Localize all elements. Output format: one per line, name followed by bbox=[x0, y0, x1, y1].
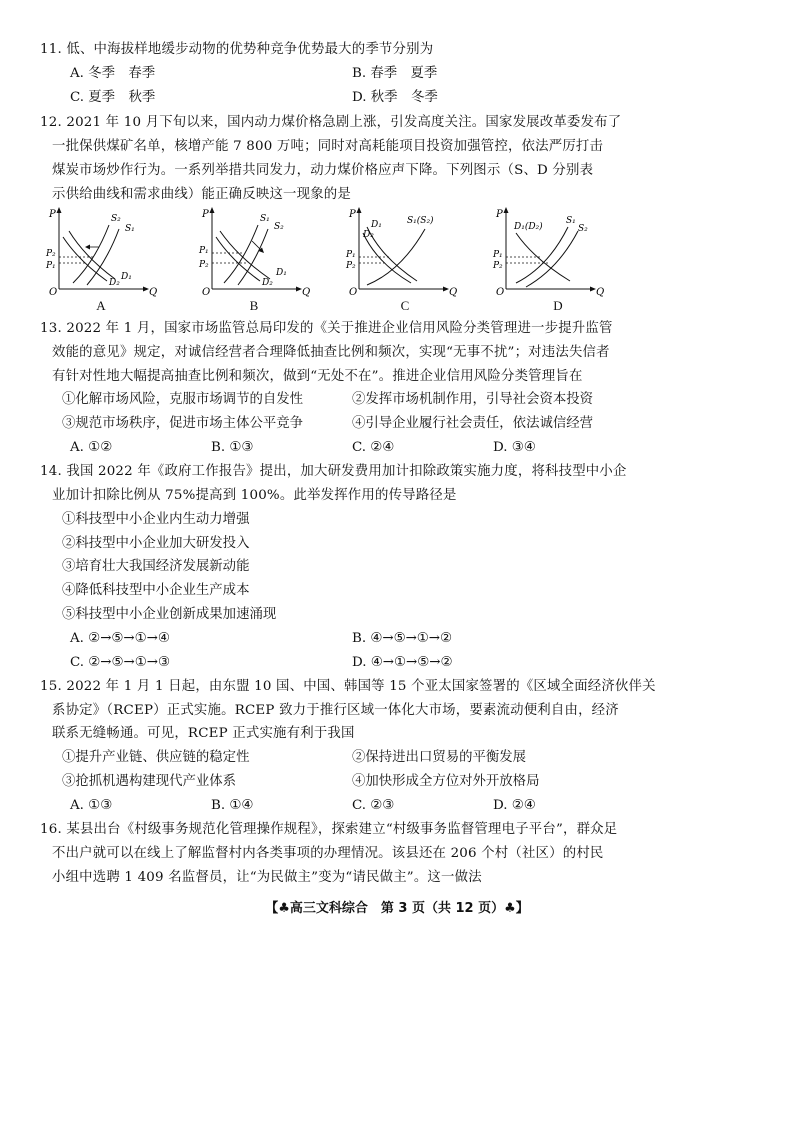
graph-b-d-bot: D₁ bbox=[276, 268, 287, 278]
q13-item-4: ④引导企业履行社会责任，依法诚信经营 bbox=[352, 416, 594, 431]
q14-item-1: ①科技型中小企业内生动力增强 bbox=[62, 512, 250, 527]
q14-option-a: A. ②→⑤→①→④ bbox=[70, 631, 170, 646]
q13-option-c: C. ②④ bbox=[352, 440, 395, 455]
axis-p-label: P bbox=[49, 209, 56, 220]
q14-option-c: C. ②→⑤→①→③ bbox=[70, 655, 170, 670]
axis-q-label: Q bbox=[596, 287, 605, 298]
graph-a-d-top: D₂ bbox=[109, 278, 120, 288]
q11-option-a: A. 冬季 春季 bbox=[70, 66, 156, 81]
q12-line-4: 示供给曲线和需求曲线）能正确反映这一现象的是 bbox=[52, 187, 351, 202]
q14-option-d: D. ④→①→⑤→② bbox=[352, 655, 453, 670]
q14-item-4: ④降低科技型中小企业生产成本 bbox=[62, 583, 250, 598]
q11-option-d: D. 秋季 冬季 bbox=[352, 90, 438, 105]
q11-option-b: B. 春季 夏季 bbox=[352, 66, 438, 81]
origin-label: O bbox=[349, 287, 358, 298]
page-footer: 【♣高三文科综合 第 3 页（共 12 页）♣】 bbox=[265, 901, 529, 916]
q14-option-b: B. ④→⑤→①→② bbox=[352, 631, 453, 646]
q13-item-1: ①化解市场风险，克服市场调节的自发性 bbox=[62, 392, 304, 407]
q15-option-c: C. ②③ bbox=[352, 798, 395, 813]
graph-d-p-bot: P₂ bbox=[493, 261, 503, 271]
graph-c bbox=[345, 205, 465, 297]
axis-p-label: P bbox=[496, 209, 503, 220]
graph-c-label: C bbox=[400, 298, 410, 313]
graph-d bbox=[492, 205, 612, 297]
graph-a-s-top: S₂ bbox=[111, 214, 121, 224]
q13-line-3: 有针对性地大幅提高抽查比例和频次，做到“无处不在”。推进企业信用风险分类管理旨在 bbox=[52, 369, 583, 384]
graph-c-p-bot: P₂ bbox=[346, 261, 356, 271]
origin-label: O bbox=[49, 287, 58, 298]
graph-a-d-bot: D₁ bbox=[121, 272, 132, 282]
q15-line-2: 系协定》（RCEP）正式实施。RCEP 致力于推行区域一体化大市场，要素流动便利自由，经济 bbox=[52, 703, 619, 718]
axis-q-label: Q bbox=[149, 287, 158, 298]
graph-d-d-top: D₁(D₂) bbox=[514, 222, 543, 232]
graph-d-label: D bbox=[553, 298, 563, 313]
origin-label: O bbox=[202, 287, 211, 298]
graph-a-s-bot: S₁ bbox=[125, 224, 135, 234]
q14-line-1: 14. 我国 2022 年《政府工作报告》提出，加大研发费用加计扣除政策实施力度，将科技型中小企 bbox=[40, 464, 627, 479]
q13-line-1: 13. 2022 年 1 月，国家市场监管总局印发的《关于推进企业信用风险分类管理进一步提升监管 bbox=[40, 321, 613, 336]
graph-a-p-bot: P₁ bbox=[46, 261, 56, 271]
q14-item-3: ③培育壮大我国经济发展新动能 bbox=[62, 559, 250, 574]
axis-q-label: Q bbox=[449, 287, 458, 298]
q14-line-2: 业加计扣除比例从 75%提高到 100%。此举发挥作用的传导路径是 bbox=[52, 488, 457, 503]
q11-stem: 11. 低、中海拔样地缓步动物的优势种竞争优势最大的季节分别为 bbox=[40, 42, 434, 57]
graph-b-s-top: S₁ bbox=[260, 214, 270, 224]
graph-b bbox=[198, 205, 318, 297]
q13-item-3: ③规范市场秩序，促进市场主体公平竞争 bbox=[62, 416, 304, 431]
q15-option-d: D. ②④ bbox=[493, 798, 536, 813]
q12-line-1: 12. 2021 年 10 月下旬以来，国内动力煤价格急剧上涨，引发高度关注。国家发展改革委发布了 bbox=[40, 115, 622, 130]
axis-p-label: P bbox=[349, 209, 356, 220]
q13-option-d: D. ③④ bbox=[493, 440, 536, 455]
q13-line-2: 效能的意见》规定，对诚信经营者合理降低抽查比例和频次，实现“无事不扰”；对违法失信者 bbox=[52, 345, 610, 360]
q16-line-2: 不出户就可以在线上了解监督村内各类事项的办理情况。该县还在 206 个村（社区）的村民 bbox=[52, 846, 604, 861]
graph-d-p-top: P₁ bbox=[493, 250, 503, 260]
q15-option-b: B. ①④ bbox=[211, 798, 254, 813]
q13-option-b: B. ①③ bbox=[211, 440, 254, 455]
graph-d-s-top: S₁ bbox=[566, 216, 576, 226]
graph-c-p-top: P₁ bbox=[346, 250, 356, 260]
q13-item-2: ②发挥市场机制作用，引导社会资本投资 bbox=[352, 392, 594, 407]
axis-p-label: P bbox=[202, 209, 209, 220]
graph-a-p-top: P₂ bbox=[46, 249, 56, 259]
graph-b-p-top: P₁ bbox=[199, 246, 209, 256]
q15-line-1: 15. 2022 年 1 月 1 日起，由东盟 10 国、中国、韩国等 15 个亚太国家签署的《区域全面经济伙伴关 bbox=[40, 679, 656, 694]
q15-item-3: ③抢抓机遇构建现代产业体系 bbox=[62, 774, 237, 789]
q12-line-3: 煤炭市场炒作行为。一系列举措共同发力，动力煤价格应声下降。下列图示（S、D 分别表 bbox=[52, 163, 594, 178]
q13-option-a: A. ①② bbox=[70, 440, 113, 455]
graph-c-d-bot: D₂ bbox=[363, 230, 374, 240]
graph-b-s-bot: S₂ bbox=[274, 222, 284, 232]
q14-item-2: ②科技型中小企业加大研发投入 bbox=[62, 536, 250, 551]
q15-line-3: 联系无缝畅通。可见，RCEP 正式实施有利于我国 bbox=[52, 726, 355, 741]
graph-d-s-bot: S₂ bbox=[578, 224, 588, 234]
q15-option-a: A. ①③ bbox=[70, 798, 113, 813]
q14-item-5: ⑤科技型中小企业创新成果加速涌现 bbox=[62, 607, 277, 622]
q15-item-1: ①提升产业链、供应链的稳定性 bbox=[62, 750, 250, 765]
q16-line-3: 小组中选聘 1 409 名监督员，让“为民做主”变为“请民做主”。这一做法 bbox=[52, 870, 482, 885]
graph-a bbox=[45, 205, 165, 297]
graph-a-label: A bbox=[96, 298, 106, 313]
q11-option-c: C. 夏季 秋季 bbox=[70, 90, 156, 105]
graph-b-label: B bbox=[249, 298, 259, 313]
origin-label: O bbox=[496, 287, 505, 298]
q12-line-2: 一批保供煤矿名单，核增产能 7 800 万吨；同时对高耗能项目投资加强管控，依法严厉打击 bbox=[52, 139, 604, 154]
q15-item-4: ④加快形成全方位对外开放格局 bbox=[352, 774, 540, 789]
graph-b-p-bot: P₂ bbox=[199, 260, 209, 270]
graph-c-s-top: S₁(S₂) bbox=[407, 216, 434, 226]
q16-line-1: 16. 某县出台《村级事务规范化管理操作规程》，探索建立“村级事务监督管理电子平台”，群众足 bbox=[40, 822, 618, 837]
q15-item-2: ②保持进出口贸易的平衡发展 bbox=[352, 750, 527, 765]
graph-c-d-top: D₁ bbox=[371, 220, 382, 230]
axis-q-label: Q bbox=[302, 287, 311, 298]
graph-b-d-top: D₂ bbox=[262, 278, 273, 288]
